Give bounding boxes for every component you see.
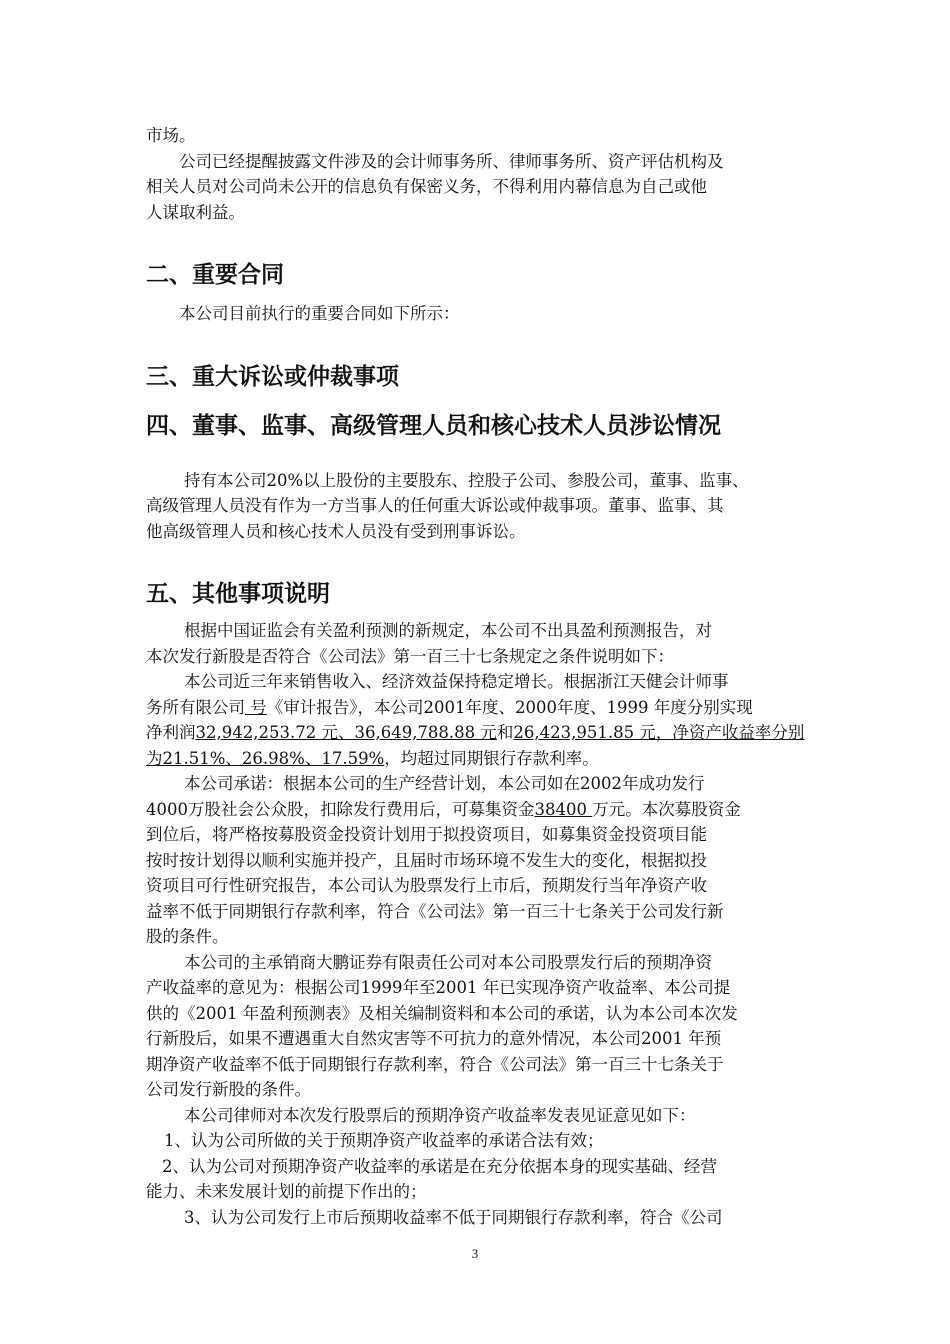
underlined-text: 38400 bbox=[534, 799, 593, 819]
text-run: 万元。本次募股资金 bbox=[592, 799, 741, 819]
section5-text bbox=[146, 746, 810, 772]
intro-line: 相关人员对公司尚未公开的信息负有保密义务，不得利用内幕信息为自己或他 bbox=[146, 177, 707, 196]
section5-text: 按时按计划得以顺利实施并投产，且届时市场环境不发生大的变化，根据拟投 bbox=[146, 850, 707, 870]
underlined-text: 为21.51%、26.98%、17.59% bbox=[146, 748, 385, 768]
section5-text: 益率不低于同期银行存款利率，符合《公司法》第一百三十七条关于公司发行新 bbox=[146, 901, 724, 921]
underlined-text: 号 bbox=[245, 697, 267, 717]
section5-text: 本次发行新股是否符合《公司法》第一百三十七条规定之条件说明如下： bbox=[146, 646, 674, 666]
section5-text: 资项目可行性研究报告，本公司认为股票发行上市后，预期发行当年净资产收 bbox=[146, 876, 707, 895]
list-item: 2、认为公司对预期净资产收益率的承诺是在充分依据本身的现实基础、经营 bbox=[162, 1156, 717, 1176]
section2-text: 本公司目前执行的重要合同如下所示： bbox=[179, 304, 460, 323]
list-item: 3、认为公司发行上市后预期收益率不低于同期银行存款利率，符合《公司 bbox=[184, 1207, 723, 1227]
underlined-text: 32,942,253.72 元、36,649,788.88 元 bbox=[195, 723, 497, 742]
section-heading-important-contracts: 二、重要合同 bbox=[146, 262, 284, 288]
section5-text: 供的《2001 年盈利预测表》及相关编制资料和本公司的承诺，认为本公司本次发 bbox=[146, 1003, 738, 1023]
text-run: 4000万股社会公众股，扣除发行费用后，可募集资金 bbox=[146, 799, 535, 819]
section5-text: 根据中国证监会有关盈利预测的新规定，本公司不出具盈利预测报告，对 bbox=[184, 621, 712, 640]
text-run: 和 bbox=[496, 723, 514, 742]
text-run: ，均超过同期银行存款利率。 bbox=[384, 748, 599, 768]
section4-text: 他高级管理人员和核心技术人员没有受到刑事诉讼。 bbox=[146, 521, 526, 541]
section5-text bbox=[146, 720, 810, 746]
section4-text: 高级管理人员没有作为一方当事人的任何重大诉讼或仲裁事项。董事、监事、其 bbox=[146, 496, 724, 515]
intro-line: 公司已经提醒披露文件涉及的会计师事务所、律师事务所、资产评估机构及 bbox=[179, 151, 724, 171]
section-heading-directors-litigation: 四、董事、监事、高级管理人员和核心技术人员涉讼情况 bbox=[146, 412, 721, 439]
text-run: 务所有限公司 bbox=[146, 697, 245, 717]
page-number: 3 bbox=[471, 1246, 479, 1261]
section5-text: 本公司的主承销商大鹏证券有限责任公司对本公司股票发行后的预期净资 bbox=[184, 952, 712, 972]
text-run: 净利润 bbox=[146, 723, 196, 742]
section-heading-litigation: 三、重大诉讼或仲裁事项 bbox=[146, 363, 399, 390]
section4-text: 持有本公司20%以上股份的主要股东、控股子公司、参股公司，董事、监事、 bbox=[184, 470, 749, 490]
intro-line: 人谋取利益。 bbox=[146, 202, 245, 222]
section5-text: 行新股后，如果不遭遇重大自然灾害等不可抗力的意外情况，本公司2001 年预 bbox=[146, 1029, 722, 1048]
section5-text: 到位后，将严格按募股资金投资计划用于拟投资项目，如募集资金投资项目能 bbox=[146, 825, 707, 844]
section5-text bbox=[146, 797, 810, 823]
section5-text: 本公司承诺：根据本公司的生产经营计划，本公司如在2002年成功发行 bbox=[184, 774, 705, 793]
list-item: 1、认为公司所做的关于预期净资产收益率的承诺合法有效； bbox=[164, 1131, 604, 1150]
section-heading-other-matters: 五、其他事项说明 bbox=[146, 581, 330, 607]
section5-text: 本公司律师对本次发行股票后的预期净资产收益率发表见证意见如下： bbox=[184, 1105, 696, 1125]
section5-text: 股的条件。 bbox=[146, 927, 229, 946]
section5-text: 公司发行新股的条件。 bbox=[146, 1080, 311, 1099]
section5-text bbox=[146, 695, 810, 721]
list-item-continuation: 能力、未来发展计划的前提下作出的； bbox=[146, 1182, 427, 1201]
section5-text: 本公司近三年来销售收入、经济效益保持稳定增长。根据浙江天健会计师事 bbox=[184, 672, 729, 691]
underlined-text: 26,423,951.85 元，净资产收益率分别 bbox=[513, 723, 805, 742]
document-body bbox=[146, 120, 810, 1230]
text-run: 《审计报告》，本公司2001年度、2000年度、1999 年度分别实现 bbox=[266, 697, 753, 717]
section5-text: 产收益率的意见为：根据公司1999年至2001 年已实现净资产收益率、本公司提 bbox=[146, 978, 731, 997]
section5-text: 期净资产收益率不低于同期银行存款利率，符合《公司法》第一百三十七条关于 bbox=[146, 1054, 724, 1074]
intro-line: 市场。 bbox=[146, 126, 196, 145]
